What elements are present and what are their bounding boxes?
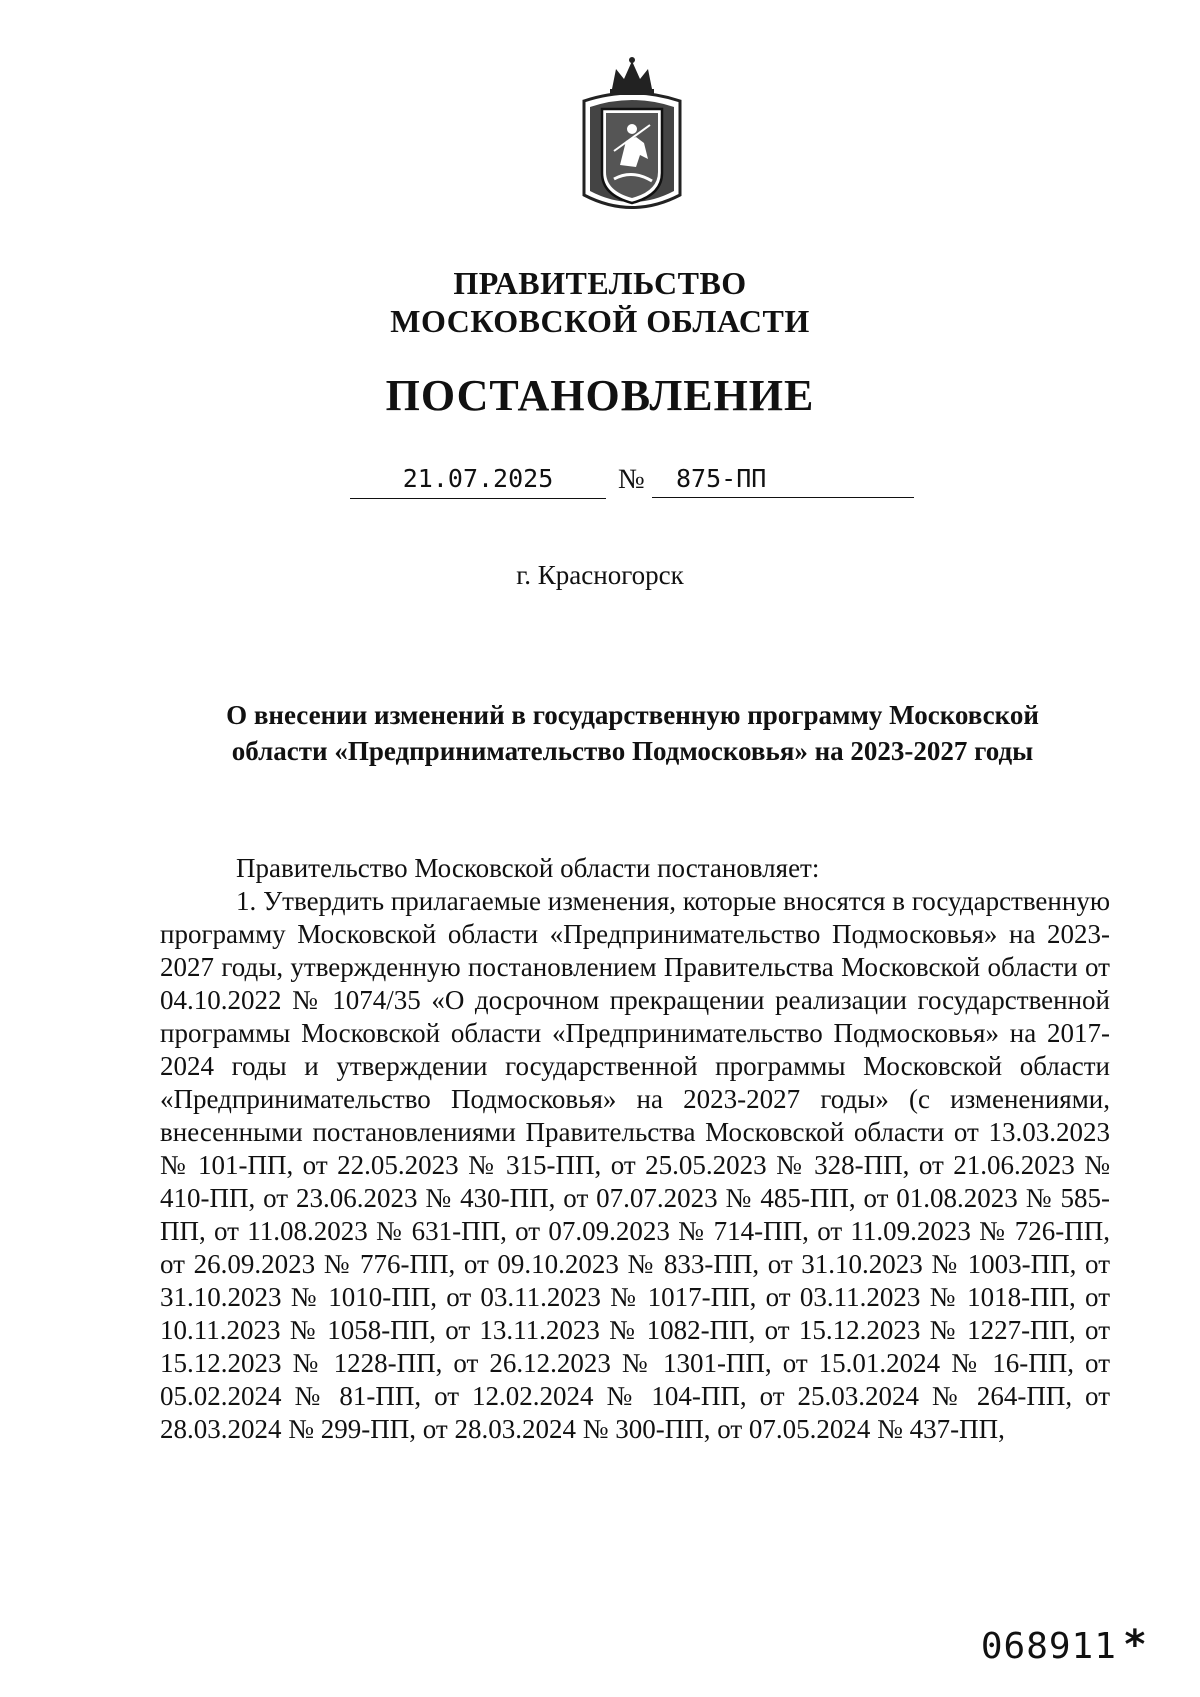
place-of-issue: г. Красногорск	[516, 560, 684, 590]
serial-number	[981, 1622, 1148, 1668]
serial-asterisk: *	[1122, 1622, 1148, 1668]
body-item-1: 1. Утвердить прилагаемые изменения, которые вносятся в государственную программу Московской области «Предпринимательство Подмосковья» на 2023-2027 годы, утвержденную постановлением Правительства Московской области от 04.10.2022 № 1074/35 «О досрочном прекращении реализации государственной программы Московской области «Предпринимательство Подмосковья» на 2017-2024 годы и утверждении государственной программы Московской области «Предпринимательство Подмосковья» на 2023-2027 годы» (с изменениями, внесенными постановлениями Правительства Московской области от 13.03.2023 № 101-ПП, от 22.05.2023 № 315-ПП, от 25.05.2023 № 328-ПП, от 21.06.2023 № 410-ПП, от 23.06.2023 № 430-ПП, от 07.07.2023 № 485-ПП, от 01.08.2023 № 585-ПП, от 11.08.2023 № 631-ПП, от 07.09.2023 № 714-ПП, от 11.09.2023 № 726-ПП, от 26.09.2023 № 776-ПП, от 09.10.2023 № 833-ПП, от 31.10.2023 № 1003-ПП, от 31.10.2023 № 1010-ПП, от 03.11.2023 № 1017-ПП, от 03.11.2023 № 1018-ПП, от 10.11.2023 № 1058-ПП, от 13.11.2023 № 1082-ПП, от 15.12.2023 № 1227-ПП, от 15.12.2023 № 1228-ПП, от 26.12.2023 № 1301-ПП, от 15.01.2024 № 16-ПП, от 05.02.2024 № 81-ПП, от 12.02.2024 № 104-ПП, от 25.03.2024 № 264-ПП, от 28.03.2024 № 299-ПП, от 28.03.2024 № 300-ПП, от 07.05.2024 № 437-ПП,	[160, 886, 1110, 1444]
document-date: 21.07.2025	[350, 460, 606, 499]
serial-number-value: 068911	[980, 1626, 1117, 1667]
organization-name-line1: ПРАВИТЕЛЬСТВО	[453, 265, 747, 301]
body-lead: Правительство Московской области постановляет:	[236, 853, 820, 883]
document-number: 875-ПП	[652, 460, 914, 498]
moscow-oblast-coat-of-arms-icon	[574, 55, 690, 215]
number-sign: №	[618, 464, 645, 495]
organization-name-line2: МОСКОВСКОЙ ОБЛАСТИ	[390, 303, 810, 339]
document-subject: О внесении изменений в государственную программу Московской области «Предпринимательство Подмосковья» на 2023-2027 годы	[226, 700, 1039, 766]
document-body	[160, 852, 1110, 1446]
document-type-title: ПОСТАНОВЛЕНИЕ	[385, 371, 815, 420]
